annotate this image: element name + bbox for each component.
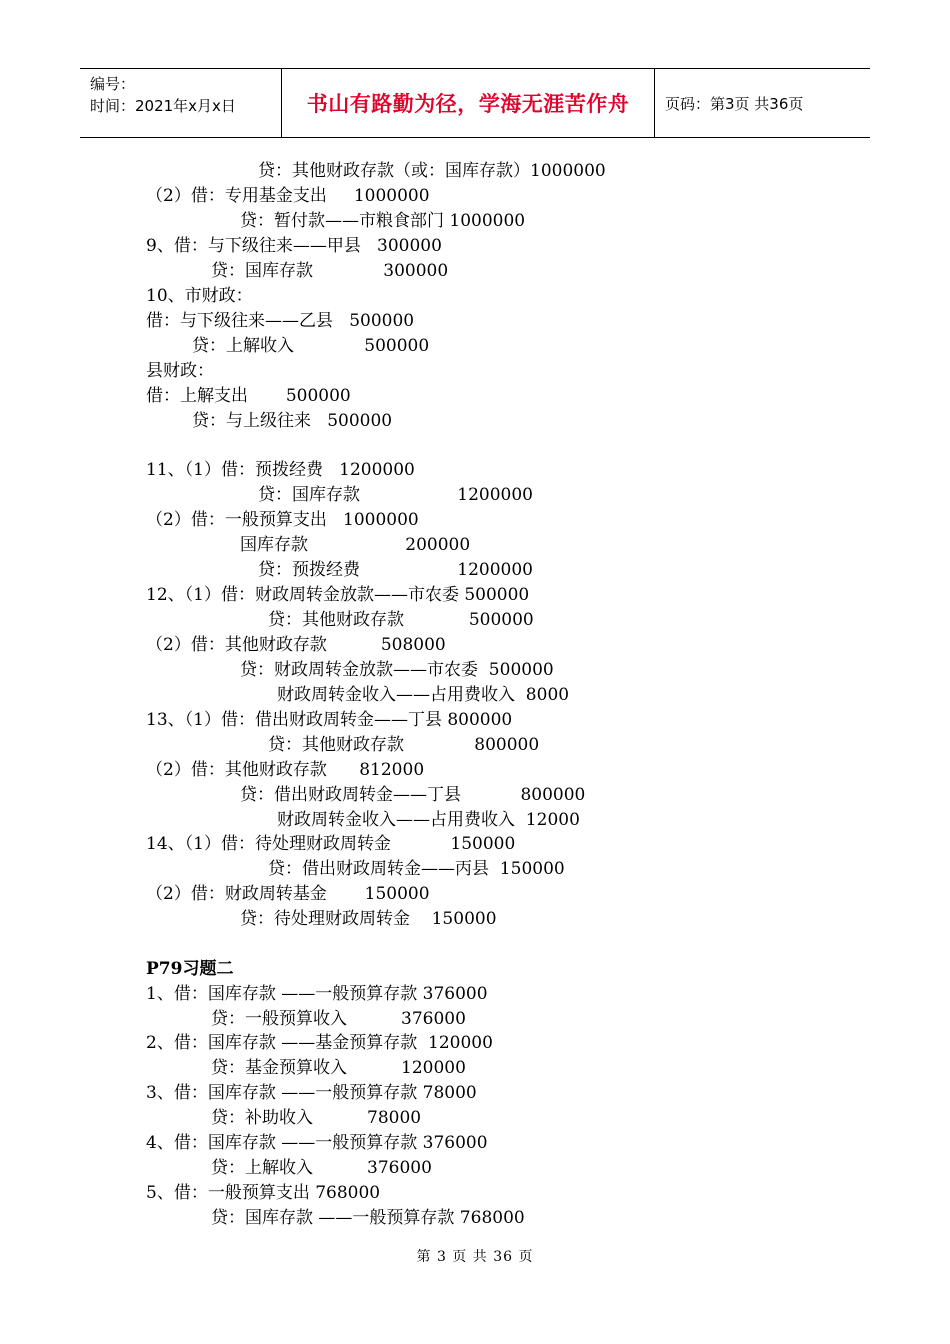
time-label: 时间：2021年x月x日 — [90, 97, 236, 115]
text-line: 13、（1）借：借出财政周转金——丁县 800000 — [146, 710, 513, 730]
text-line: 贷：上解收入 500000 — [192, 336, 430, 356]
text-line: 贷：借出财政周转金——丁县 800000 — [240, 785, 586, 805]
header-motto: 书山有路勤为径，学海无涯苦作舟 — [282, 69, 655, 137]
text-line: 贷：国库存款 ——一般预算存款 768000 — [211, 1208, 525, 1228]
text-line: 4、借：国库存款 ——一般预算存款 376000 — [146, 1133, 488, 1153]
text-line: 贷：一般预算收入 376000 — [211, 1009, 466, 1029]
text-line: （2）借：专用基金支出 1000000 — [146, 186, 430, 206]
text-line: 14、（1）借：待处理财政周转金 150000 — [146, 834, 516, 854]
header-info — [80, 69, 282, 137]
text-line: 贷：暂付款——市粮食部门 1000000 — [240, 211, 526, 231]
text-line: 国库存款 200000 — [240, 535, 471, 555]
text-line: 财政周转金收入——占用费收入 8000 — [277, 685, 570, 705]
text-line: 2、借：国库存款 ——基金预算存款 120000 — [146, 1033, 493, 1053]
text-line: 借：上解支出 500000 — [146, 386, 351, 406]
text-line: 贷：国库存款 1200000 — [258, 485, 533, 505]
text-line: 贷：其他财政存款 800000 — [268, 735, 540, 755]
text-line: 12、（1）借：财政周转金放款——市农委 500000 — [146, 585, 530, 605]
text-line: 县财政： — [146, 361, 214, 381]
text-line: 贷：上解收入 376000 — [211, 1158, 432, 1178]
text-line: 贷：财政周转金放款——市农委 500000 — [240, 660, 554, 680]
text-line: 贷：与上级往来 500000 — [192, 411, 393, 431]
text-line: （2）借：其他财政存款 812000 — [146, 760, 425, 780]
text-line: 贷：其他财政存款（或：国库存款）1000000 — [258, 161, 606, 181]
text-line: （2）借：其他财政存款 508000 — [146, 635, 446, 655]
number-label: 编号： — [90, 75, 136, 93]
page-header — [80, 68, 870, 138]
text-line: 9、借：与下级往来——甲县 300000 — [146, 236, 442, 256]
text-line: （2）借：财政周转基金 150000 — [146, 884, 430, 904]
text-line: 贷：基金预算收入 120000 — [211, 1058, 466, 1078]
text-line: 3、借：国库存款 ——一般预算存款 78000 — [146, 1083, 477, 1103]
text-line: 贷：其他财政存款 500000 — [268, 610, 534, 630]
text-line: 财政周转金收入——占用费收入 12000 — [277, 810, 580, 830]
text-line: 10、市财政： — [146, 286, 253, 306]
text-line: 5、借：一般预算支出 768000 — [146, 1183, 381, 1203]
page-footer: 第 3 页 共 36 页 — [416, 1249, 534, 1265]
text-line: 贷：借出财政周转金——丙县 150000 — [268, 859, 565, 879]
text-line: 贷：预拨经费 1200000 — [258, 560, 533, 580]
text-line: 贷：待处理财政周转金 150000 — [240, 909, 497, 929]
text-line: 贷：补助收入 78000 — [211, 1108, 422, 1128]
header-page-label: 页码：第3页 共36页 — [665, 94, 804, 113]
text-line: 1、借：国库存款 ——一般预算存款 376000 — [146, 984, 488, 1004]
text-line: 借：与下级往来——乙县 500000 — [146, 311, 415, 331]
section-title: P79习题二 — [146, 959, 234, 979]
text-line: 11、（1）借：预拨经费 1200000 — [146, 460, 415, 480]
text-line: （2）借：一般预算支出 1000000 — [146, 510, 419, 530]
text-line: 贷：国库存款 300000 — [211, 261, 449, 281]
